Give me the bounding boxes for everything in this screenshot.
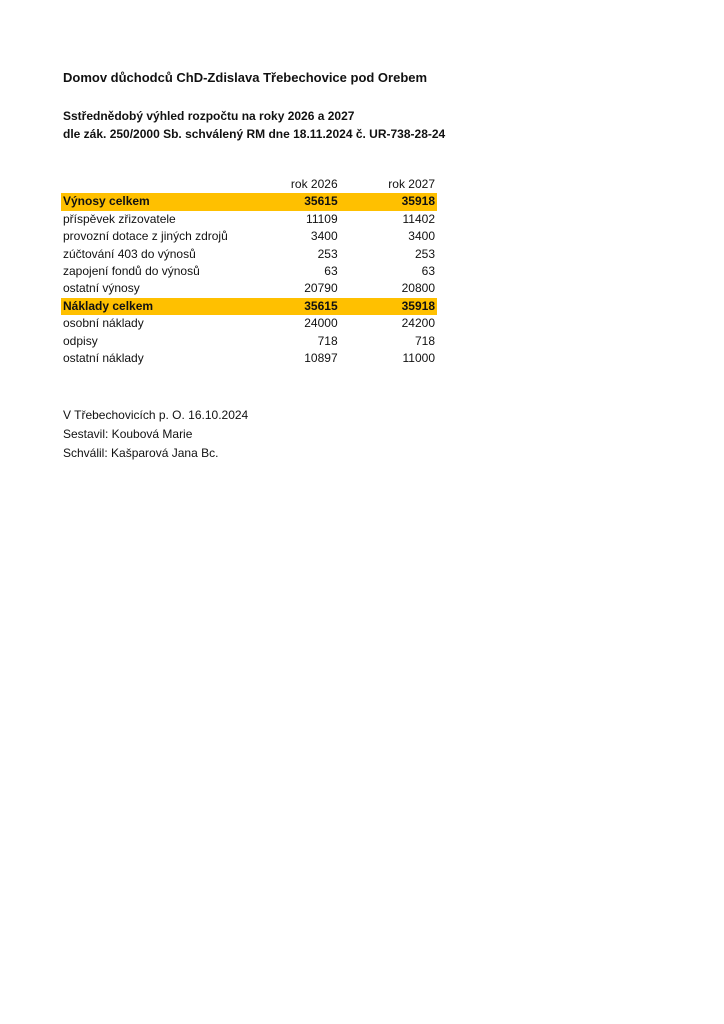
row-label: zúčtování 403 do výnosů xyxy=(63,246,196,261)
row-value-2026: 24000 xyxy=(304,316,338,331)
row-value-2026: 35615 xyxy=(244,298,339,315)
approved-by: Schválil: Kašparová Jana Bc. xyxy=(63,446,219,460)
row-value-2026: 20790 xyxy=(304,281,338,296)
place-date: V Třebechovicích p. O. 16.10.2024 xyxy=(63,408,249,422)
signature-block xyxy=(63,406,248,463)
document-subtitle-line2: dle zák. 250/2000 Sb. schválený RM dne 18.11.2024 č. UR-738-28-24 xyxy=(63,127,446,141)
row-label: příspěvek zřizovatele xyxy=(63,211,176,226)
header-year-2027: rok 2027 xyxy=(388,177,435,191)
row-value-2027: 24200 xyxy=(401,316,435,331)
row-value-2026: 718 xyxy=(317,333,338,348)
row-value-2027: 35918 xyxy=(340,193,437,210)
table-row xyxy=(61,333,437,350)
table-row xyxy=(61,315,437,332)
row-label: Výnosy celkem xyxy=(61,193,244,210)
table-total-row xyxy=(61,298,437,315)
row-value-2026: 10897 xyxy=(304,351,338,366)
row-value-2027: 63 xyxy=(421,264,435,279)
table-header-row xyxy=(61,176,437,193)
row-label: provozní dotace z jiných zdrojů xyxy=(63,229,228,244)
table-row xyxy=(61,211,437,228)
row-value-2027: 718 xyxy=(414,333,435,348)
row-value-2026: 35615 xyxy=(244,193,339,210)
budget-table xyxy=(61,176,437,367)
row-value-2027: 3400 xyxy=(408,229,435,244)
row-label: ostatní náklady xyxy=(63,351,144,366)
row-label: zapojení fondů do výnosů xyxy=(63,264,200,279)
row-value-2027: 20800 xyxy=(401,281,435,296)
row-value-2026: 3400 xyxy=(310,229,338,244)
table-row xyxy=(61,280,437,297)
budget-table-body xyxy=(61,193,437,367)
row-label: osobní náklady xyxy=(63,316,144,331)
table-row xyxy=(61,350,437,367)
compiled-by: Sestavil: Koubová Marie xyxy=(63,427,193,441)
row-value-2026: 63 xyxy=(324,264,338,279)
row-value-2026: 11109 xyxy=(306,211,338,226)
document-subtitle-line1: Sstřednědobý výhled rozpočtu na roky 2026 a 2027 xyxy=(63,109,355,123)
row-value-2027: 35918 xyxy=(340,298,437,315)
table-row xyxy=(61,228,437,245)
table-row xyxy=(61,246,437,263)
header-year-2026: rok 2026 xyxy=(290,177,338,191)
table-row xyxy=(61,263,437,280)
header-label-column xyxy=(61,176,244,193)
table-total-row xyxy=(61,193,437,210)
row-value-2027: 11000 xyxy=(402,351,435,366)
row-value-2026: 253 xyxy=(317,246,338,261)
organization-title: Domov důchodců ChD-Zdislava Třebechovice pod Orebem xyxy=(63,70,428,85)
row-label: Náklady celkem xyxy=(61,298,244,315)
row-label: ostatní výnosy xyxy=(63,281,140,296)
row-value-2027: 253 xyxy=(414,246,435,261)
row-label: odpisy xyxy=(63,333,98,348)
row-value-2027: 11402 xyxy=(402,211,435,226)
